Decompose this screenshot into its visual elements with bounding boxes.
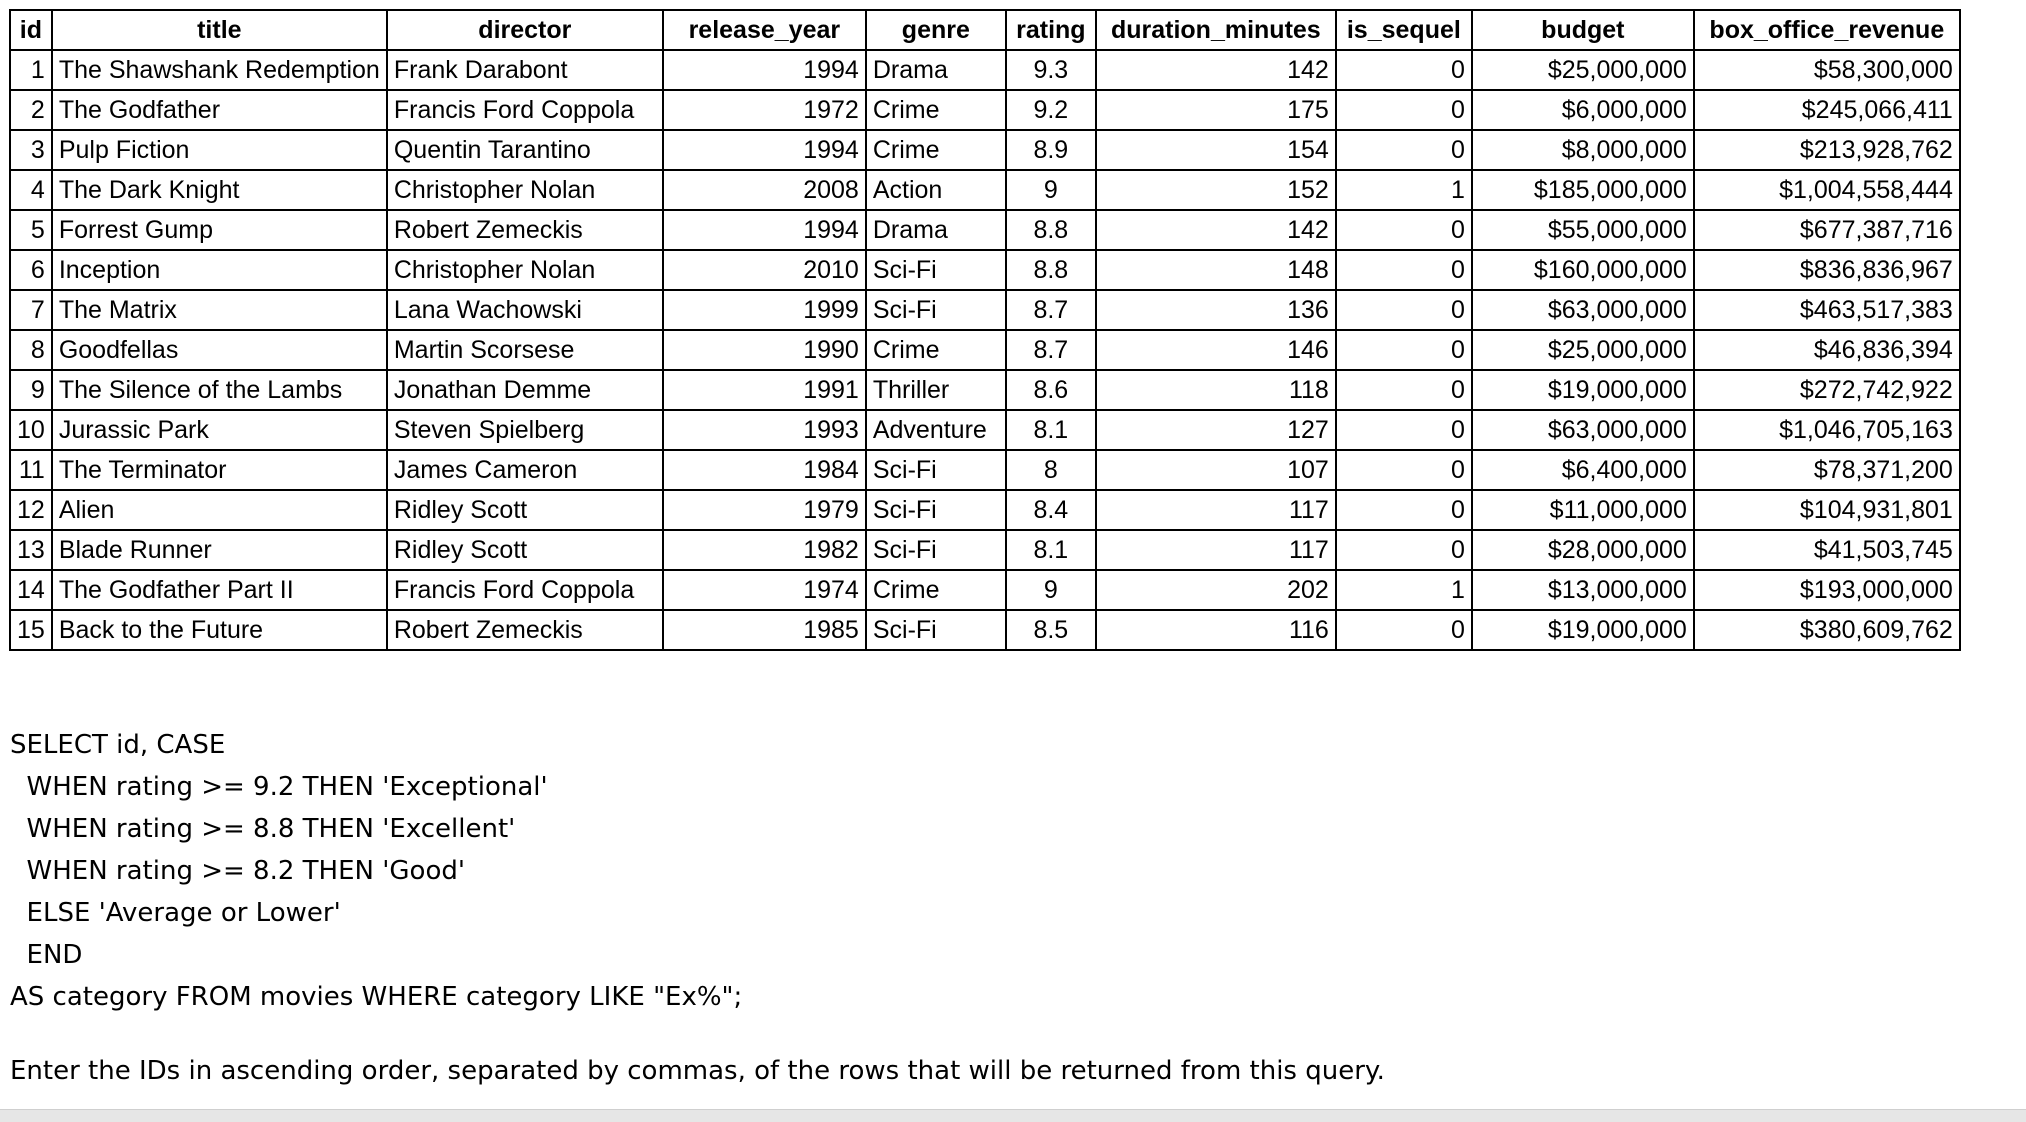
cell-budget: $25,000,000: [1472, 330, 1694, 370]
cell-release-year: 1984: [663, 450, 866, 490]
cell-budget: $25,000,000: [1472, 50, 1694, 90]
query-line: AS category FROM movies WHERE category LIKE "Ex%";: [10, 982, 743, 1012]
cell-is-sequel: 0: [1336, 250, 1472, 290]
cell-release-year: 1974: [663, 570, 866, 610]
col-duration-minutes: duration_minutes: [1096, 10, 1336, 50]
cell-is-sequel: 0: [1336, 210, 1472, 250]
cell-budget: $13,000,000: [1472, 570, 1694, 610]
cell-release-year: 1972: [663, 90, 866, 130]
cell-duration-minutes: 117: [1096, 490, 1336, 530]
cell-release-year: 1979: [663, 490, 866, 530]
cell-director: Christopher Nolan: [387, 250, 663, 290]
cell-is-sequel: 0: [1336, 450, 1472, 490]
cell-director: Robert Zemeckis: [387, 610, 663, 650]
query-line: END: [10, 940, 83, 970]
cell-id: 8: [10, 330, 52, 370]
query-line: WHEN rating >= 8.8 THEN 'Excellent': [10, 814, 516, 844]
cell-box-office-revenue: $272,742,922: [1694, 370, 1960, 410]
cell-is-sequel: 0: [1336, 130, 1472, 170]
cell-rating: 8.9: [1006, 130, 1096, 170]
cell-is-sequel: 1: [1336, 170, 1472, 210]
cell-genre: Crime: [866, 330, 1006, 370]
cell-title: The Dark Knight: [52, 170, 387, 210]
cell-director: Francis Ford Coppola: [387, 90, 663, 130]
cell-release-year: 1985: [663, 610, 866, 650]
cell-release-year: 1982: [663, 530, 866, 570]
cell-rating: 8.7: [1006, 330, 1096, 370]
cell-title: Pulp Fiction: [52, 130, 387, 170]
cell-budget: $19,000,000: [1472, 610, 1694, 650]
cell-duration-minutes: 107: [1096, 450, 1336, 490]
cell-box-office-revenue: $245,066,411: [1694, 90, 1960, 130]
cell-budget: $185,000,000: [1472, 170, 1694, 210]
cell-box-office-revenue: $836,836,967: [1694, 250, 1960, 290]
cell-director: Jonathan Demme: [387, 370, 663, 410]
cell-title: The Terminator: [52, 450, 387, 490]
cell-title: The Shawshank Redemption: [52, 50, 387, 90]
cell-director: Ridley Scott: [387, 490, 663, 530]
cell-release-year: 1994: [663, 210, 866, 250]
cell-genre: Adventure: [866, 410, 1006, 450]
bottom-scroll-bar[interactable]: [0, 1109, 2026, 1122]
cell-duration-minutes: 118: [1096, 370, 1336, 410]
cell-id: 13: [10, 530, 52, 570]
query-line: SELECT id, CASE: [10, 730, 226, 760]
cell-box-office-revenue: $46,836,394: [1694, 330, 1960, 370]
cell-rating: 8.4: [1006, 490, 1096, 530]
cell-title: Back to the Future: [52, 610, 387, 650]
cell-duration-minutes: 146: [1096, 330, 1336, 370]
cell-id: 4: [10, 170, 52, 210]
cell-title: The Silence of the Lambs: [52, 370, 387, 410]
cell-rating: 8.8: [1006, 250, 1096, 290]
table-row: [10, 450, 1960, 490]
cell-release-year: 1999: [663, 290, 866, 330]
table-row: [10, 490, 1960, 530]
table-row: [10, 170, 1960, 210]
cell-title: Alien: [52, 490, 387, 530]
cell-id: 6: [10, 250, 52, 290]
cell-release-year: 1994: [663, 130, 866, 170]
cell-is-sequel: 0: [1336, 330, 1472, 370]
cell-is-sequel: 0: [1336, 530, 1472, 570]
cell-is-sequel: 0: [1336, 490, 1472, 530]
col-release-year: release_year: [663, 10, 866, 50]
cell-genre: Drama: [866, 50, 1006, 90]
cell-director: Lana Wachowski: [387, 290, 663, 330]
cell-is-sequel: 0: [1336, 610, 1472, 650]
cell-director: Frank Darabont: [387, 50, 663, 90]
cell-rating: 8.7: [1006, 290, 1096, 330]
table-row: [10, 610, 1960, 650]
cell-box-office-revenue: $1,004,558,444: [1694, 170, 1960, 210]
cell-id: 12: [10, 490, 52, 530]
cell-director: Martin Scorsese: [387, 330, 663, 370]
cell-id: 3: [10, 130, 52, 170]
cell-rating: 8.5: [1006, 610, 1096, 650]
cell-genre: Sci-Fi: [866, 250, 1006, 290]
cell-genre: Sci-Fi: [866, 450, 1006, 490]
cell-duration-minutes: 142: [1096, 210, 1336, 250]
cell-box-office-revenue: $58,300,000: [1694, 50, 1960, 90]
cell-budget: $6,000,000: [1472, 90, 1694, 130]
cell-title: The Matrix: [52, 290, 387, 330]
cell-genre: Drama: [866, 210, 1006, 250]
table-row: [10, 530, 1960, 570]
cell-duration-minutes: 116: [1096, 610, 1336, 650]
col-id: id: [10, 10, 52, 50]
cell-duration-minutes: 202: [1096, 570, 1336, 610]
cell-title: Goodfellas: [52, 330, 387, 370]
table-row: [10, 330, 1960, 370]
cell-duration-minutes: 152: [1096, 170, 1336, 210]
cell-duration-minutes: 117: [1096, 530, 1336, 570]
cell-is-sequel: 0: [1336, 370, 1472, 410]
cell-rating: 8.8: [1006, 210, 1096, 250]
cell-title: Inception: [52, 250, 387, 290]
cell-id: 7: [10, 290, 52, 330]
cell-duration-minutes: 148: [1096, 250, 1336, 290]
cell-budget: $160,000,000: [1472, 250, 1694, 290]
cell-is-sequel: 0: [1336, 410, 1472, 450]
question-prompt: Enter the IDs in ascending order, separated by commas, of the rows that will be returned from this query.: [10, 1056, 1385, 1086]
cell-director: Ridley Scott: [387, 530, 663, 570]
query-line: WHEN rating >= 9.2 THEN 'Exceptional': [10, 772, 548, 802]
col-is-sequel: is_sequel: [1336, 10, 1472, 50]
col-rating: rating: [1006, 10, 1096, 50]
cell-rating: 8.1: [1006, 410, 1096, 450]
cell-director: Christopher Nolan: [387, 170, 663, 210]
cell-title: The Godfather: [52, 90, 387, 130]
movies-table: [9, 9, 1961, 651]
cell-genre: Thriller: [866, 370, 1006, 410]
cell-release-year: 1990: [663, 330, 866, 370]
cell-release-year: 1994: [663, 50, 866, 90]
cell-rating: 9: [1006, 570, 1096, 610]
col-box-office-revenue: box_office_revenue: [1694, 10, 1960, 50]
cell-box-office-revenue: $677,387,716: [1694, 210, 1960, 250]
table-row: [10, 130, 1960, 170]
cell-genre: Crime: [866, 570, 1006, 610]
cell-duration-minutes: 154: [1096, 130, 1336, 170]
cell-genre: Sci-Fi: [866, 290, 1006, 330]
cell-box-office-revenue: $380,609,762: [1694, 610, 1960, 650]
cell-box-office-revenue: $463,517,383: [1694, 290, 1960, 330]
table-row: [10, 90, 1960, 130]
cell-rating: 8.1: [1006, 530, 1096, 570]
cell-genre: Sci-Fi: [866, 490, 1006, 530]
cell-genre: Crime: [866, 90, 1006, 130]
table-header: [10, 10, 1960, 50]
cell-is-sequel: 0: [1336, 50, 1472, 90]
cell-box-office-revenue: $104,931,801: [1694, 490, 1960, 530]
table-row: [10, 290, 1960, 330]
cell-director: Francis Ford Coppola: [387, 570, 663, 610]
cell-duration-minutes: 127: [1096, 410, 1336, 450]
cell-budget: $8,000,000: [1472, 130, 1694, 170]
cell-box-office-revenue: $1,046,705,163: [1694, 410, 1960, 450]
cell-release-year: 2010: [663, 250, 866, 290]
col-title: title: [52, 10, 387, 50]
cell-rating: 8: [1006, 450, 1096, 490]
cell-duration-minutes: 175: [1096, 90, 1336, 130]
cell-id: 5: [10, 210, 52, 250]
cell-rating: 9.2: [1006, 90, 1096, 130]
cell-box-office-revenue: $213,928,762: [1694, 130, 1960, 170]
cell-genre: Sci-Fi: [866, 610, 1006, 650]
cell-release-year: 2008: [663, 170, 866, 210]
cell-id: 10: [10, 410, 52, 450]
cell-director: Quentin Tarantino: [387, 130, 663, 170]
cell-title: The Godfather Part II: [52, 570, 387, 610]
cell-id: 1: [10, 50, 52, 90]
table-row: [10, 50, 1960, 90]
cell-director: Robert Zemeckis: [387, 210, 663, 250]
table-row: [10, 210, 1960, 250]
cell-duration-minutes: 142: [1096, 50, 1336, 90]
cell-director: Steven Spielberg: [387, 410, 663, 450]
table-row: [10, 250, 1960, 290]
cell-budget: $63,000,000: [1472, 410, 1694, 450]
cell-director: James Cameron: [387, 450, 663, 490]
cell-rating: 9: [1006, 170, 1096, 210]
cell-box-office-revenue: $193,000,000: [1694, 570, 1960, 610]
cell-budget: $19,000,000: [1472, 370, 1694, 410]
cell-is-sequel: 0: [1336, 90, 1472, 130]
header-row: [10, 10, 1960, 50]
cell-id: 2: [10, 90, 52, 130]
cell-rating: 8.6: [1006, 370, 1096, 410]
col-budget: budget: [1472, 10, 1694, 50]
cell-budget: $11,000,000: [1472, 490, 1694, 530]
cell-title: Jurassic Park: [52, 410, 387, 450]
table-body: [10, 50, 1960, 650]
table-row: [10, 410, 1960, 450]
cell-id: 15: [10, 610, 52, 650]
table-row: [10, 370, 1960, 410]
cell-is-sequel: 1: [1336, 570, 1472, 610]
sql-query: [10, 724, 742, 1018]
cell-release-year: 1993: [663, 410, 866, 450]
cell-box-office-revenue: $78,371,200: [1694, 450, 1960, 490]
cell-title: Forrest Gump: [52, 210, 387, 250]
cell-rating: 9.3: [1006, 50, 1096, 90]
query-line: ELSE 'Average or Lower': [10, 898, 341, 928]
cell-id: 9: [10, 370, 52, 410]
cell-budget: $6,400,000: [1472, 450, 1694, 490]
cell-is-sequel: 0: [1336, 290, 1472, 330]
cell-title: Blade Runner: [52, 530, 387, 570]
cell-box-office-revenue: $41,503,745: [1694, 530, 1960, 570]
query-line: WHEN rating >= 8.2 THEN 'Good': [10, 856, 465, 886]
col-director: director: [387, 10, 663, 50]
col-genre: genre: [866, 10, 1006, 50]
cell-budget: $55,000,000: [1472, 210, 1694, 250]
cell-duration-minutes: 136: [1096, 290, 1336, 330]
cell-id: 11: [10, 450, 52, 490]
cell-genre: Action: [866, 170, 1006, 210]
cell-genre: Sci-Fi: [866, 530, 1006, 570]
cell-genre: Crime: [866, 130, 1006, 170]
cell-id: 14: [10, 570, 52, 610]
table-row: [10, 570, 1960, 610]
cell-budget: $63,000,000: [1472, 290, 1694, 330]
cell-release-year: 1991: [663, 370, 866, 410]
cell-budget: $28,000,000: [1472, 530, 1694, 570]
